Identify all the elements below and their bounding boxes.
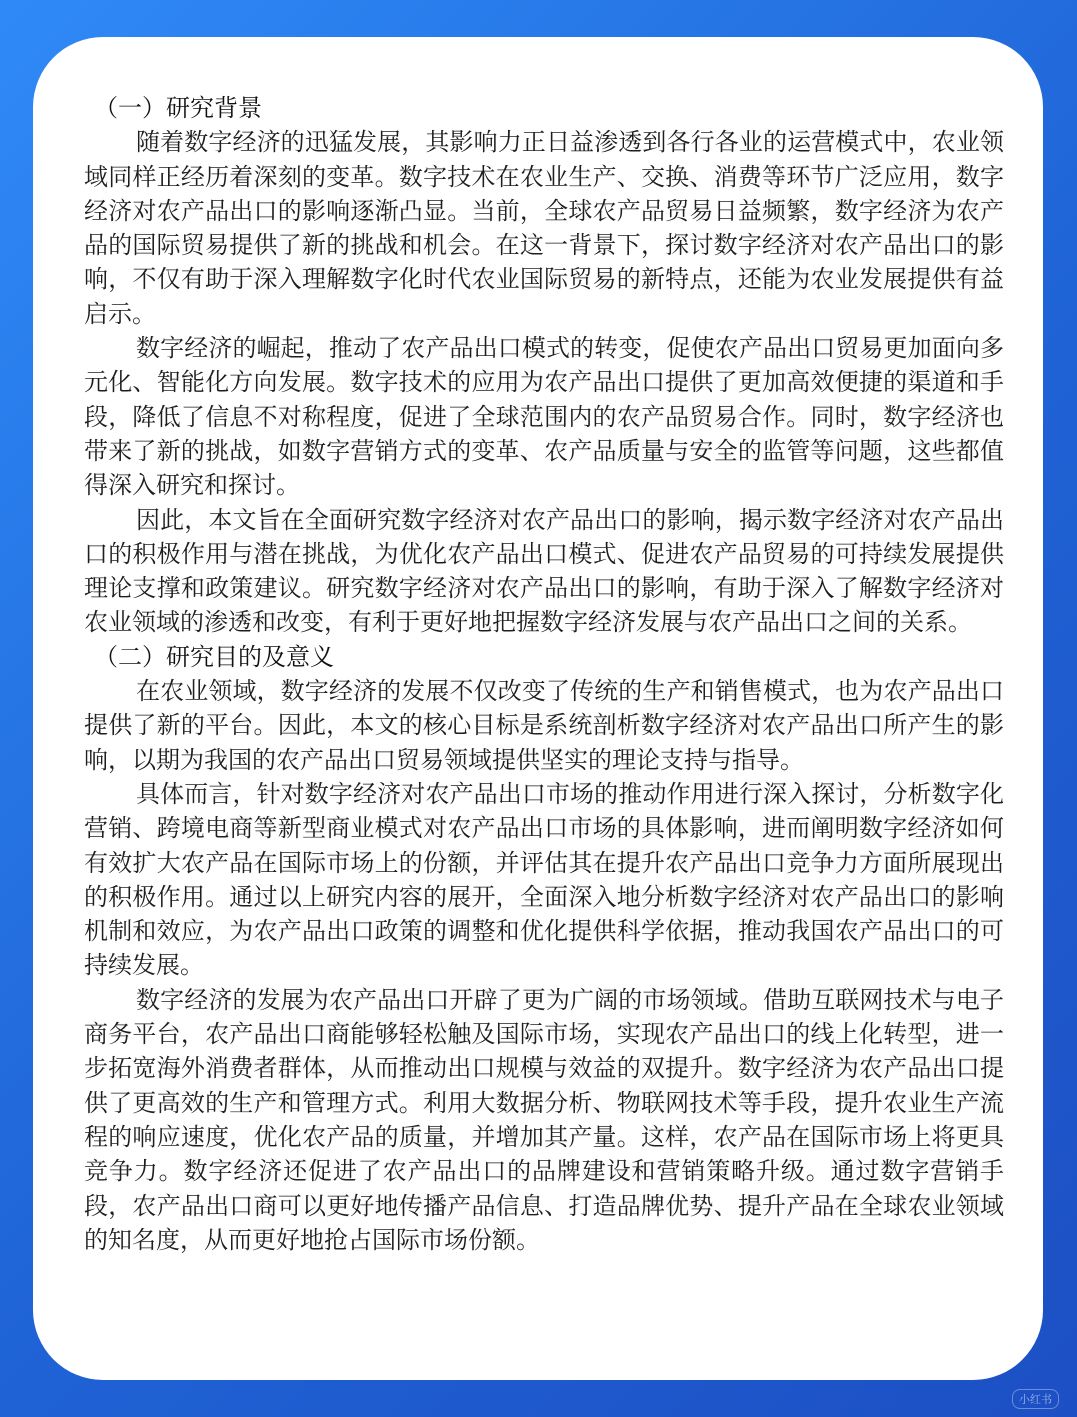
paragraph: 因此，本文旨在全面研究数字经济对农产品出口的影响，揭示数字经济对农产品出口的积极作用与潜在挑战，为优化农产品出口模式、促进农产品贸易的可持续发展提供理论支撑和政策建议。研究数字经济对农产品出口的影响，有助于深入了解数字经济对农业领域的渗透和改变，有利于更好地把握数字经济发展与农产品出口之间的关系。 — [84, 505, 1004, 637]
paragraph: 随着数字经济的迅猛发展，其影响力正日益渗透到各行各业的运营模式中，农业领域同样正经历着深刻的变革。数字技术在农业生产、交换、消费等环节广泛应用，数字经济对农产品出口的影响逐渐凸显。当前，全球农产品贸易日益频繁，数字经济为农产品的国际贸易提供了新的挑战和机会。在这一背景下，探讨数字经济对农产品出口的影响，不仅有助于深入理解数字化时代农业国际贸易的新特点，还能为农业发展提供有益启示。 — [84, 128, 1004, 328]
document-body — [84, 91, 1004, 1257]
section-heading-purpose: （二）研究目的及意义 — [94, 642, 334, 671]
section-heading-background: （一）研究背景 — [94, 94, 262, 122]
paragraph: 具体而言，针对数字经济对农产品出口市场的推动作用进行深入探讨，分析数字化营销、跨境电商等新型商业模式对农产品出口市场的具体影响，进而阐明数字经济如何有效扩大农产品在国际市场上的份额，并评估其在提升农产品出口竞争力方面所展现出的积极作用。通过以上研究内容的展开，全面深入地分析数字经济对农产品出口的影响机制和效应，为农产品出口政策的调整和优化提供科学依据，推动我国农产品出口的可持续发展。 — [84, 779, 1004, 980]
document-card — [33, 37, 1043, 1380]
paragraph: 数字经济的发展为农产品出口开辟了更为广阔的市场领域。借助互联网技术与电子商务平台，农产品出口商能够轻松触及国际市场，实现农产品出口的线上化转型，进一步拓宽海外消费者群体，从而推动出口规模与效益的双提升。数字经济为农产品出口提供了更高效的生产和管理方式。利用大数据分析、物联网技术等手段，提升农业生产流程的响应速度，优化农产品的质量，并增加其产量。这样，农产品在国际市场上将更具竞争力。数字经济还促进了农产品出口的品牌建设和营销策略升级。通过数字营销手段，农产品出口商可以更好地传播产品信息、打造品牌优势、提升产品在全球农业领域的知名度，从而更好地抢占国际市场份额。 — [84, 985, 1004, 1254]
paragraph: 数字经济的崛起，推动了农产品出口模式的转变，促使农产品出口贸易更加面向多元化、智能化方向发展。数字技术的应用为农产品出口提供了更加高效便捷的渠道和手段，降低了信息不对称程度，促进了全球范围内的农产品贸易合作。同时，数字经济也带来了新的挑战，如数字营销方式的变革、农产品质量与安全的监管等问题，这些都值得深入研究和探讨。 — [84, 334, 1004, 500]
watermark-logo: 小红书 — [1012, 1389, 1059, 1409]
paragraph: 在农业领域，数字经济的发展不仅改变了传统的生产和销售模式，也为农产品出口提供了新的平台。因此，本文的核心目标是系统剖析数字经济对农产品出口所产生的影响，以期为我国的农产品出口贸易领域提供坚实的理论支持与指导。 — [84, 677, 1004, 774]
